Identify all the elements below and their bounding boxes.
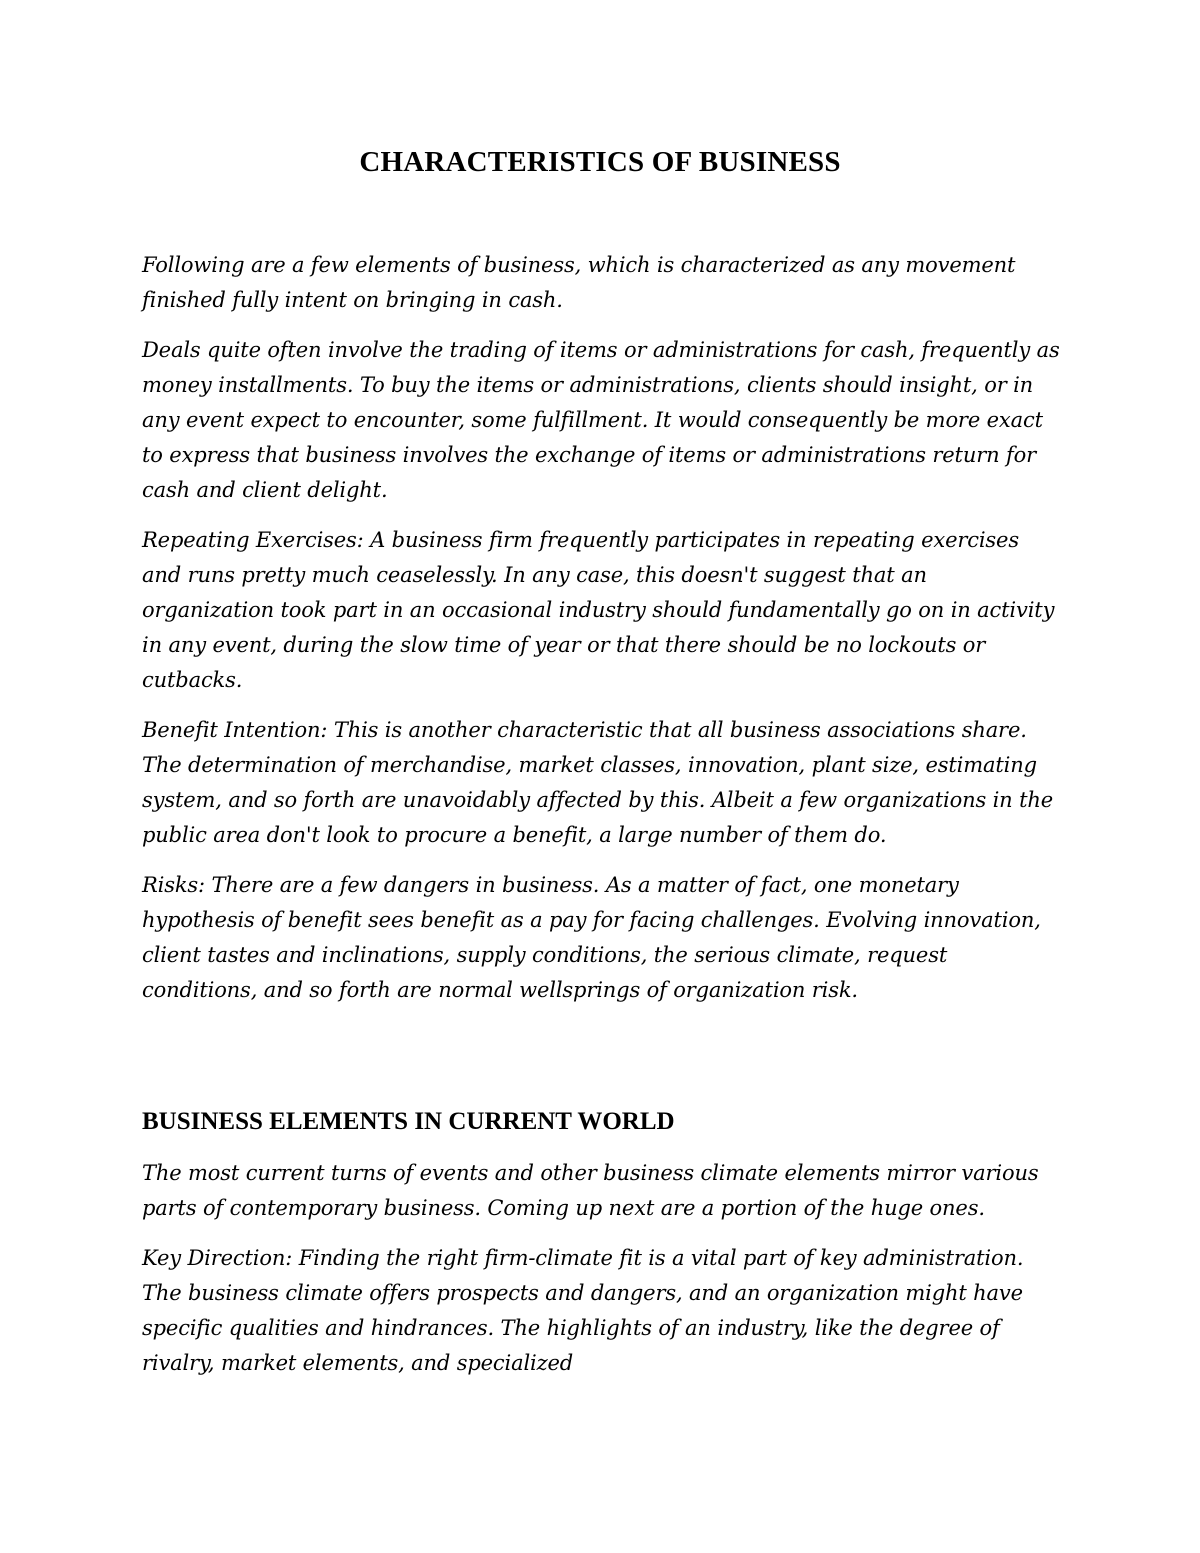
- page-title: CHARACTERISTICS OF BUSINESS: [359, 146, 841, 178]
- deals-paragraph: Deals quite often involve the trading of items or administrations for cash, frequently as money installments. To buy the items or administrations, clients should insight, or in any event expect to encounter, some fulfillment. It would consequently be more exact to express that business involves the exchange of items or administrations return for cash and client delight.: [142, 338, 1060, 502]
- elements-intro-paragraph: The most current turns of events and other business climate elements mirror various parts of contemporary business. Coming up next are a portion of the huge ones.: [142, 1161, 1039, 1220]
- benefit-intention-paragraph: Benefit Intention: This is another characteristic that all business associations share. The determination of merchandise, market classes, innovation, plant size, estimating system, and so forth are unavoidably affected by this. Albeit a few organizations in the public area don't look to procure a benefit, a large number of them do.: [142, 718, 1054, 847]
- section-heading-business-elements: BUSINESS ELEMENTS IN CURRENT WORLD: [142, 1108, 675, 1135]
- risks-paragraph: Risks: There are a few dangers in business. As a matter of fact, one monetary hypothesis of benefit sees benefit as a pay for facing challenges. Evolving innovation, client tastes and inclinations, supply conditions, the serious climate, request conditions, and so forth are normal wellsprings of organization risk.: [142, 873, 1041, 1002]
- repeating-exercises-paragraph: Repeating Exercises: A business firm frequently participates in repeating exercises and runs pretty much ceaselessly. In any case, this doesn't suggest that an organization took part in an occasional industry should fundamentally go on in activity in any event, during the slow time of year or that there should be no lockouts or cutbacks.: [142, 528, 1055, 692]
- intro-paragraph: Following are a few elements of business, which is characterized as any movement finished fully intent on bringing in cash.: [142, 253, 1016, 312]
- section-characteristics: [142, 248, 1062, 1023]
- key-direction-paragraph: Key Direction: Finding the right firm-climate fit is a vital part of key administration. The business climate offers prospects and dangers, and an organization might have specific qualities and hindrances. The highlights of an industry, like the degree of rivalry, market elements, and specialized: [142, 1246, 1024, 1375]
- section-business-elements: [142, 1156, 1062, 1396]
